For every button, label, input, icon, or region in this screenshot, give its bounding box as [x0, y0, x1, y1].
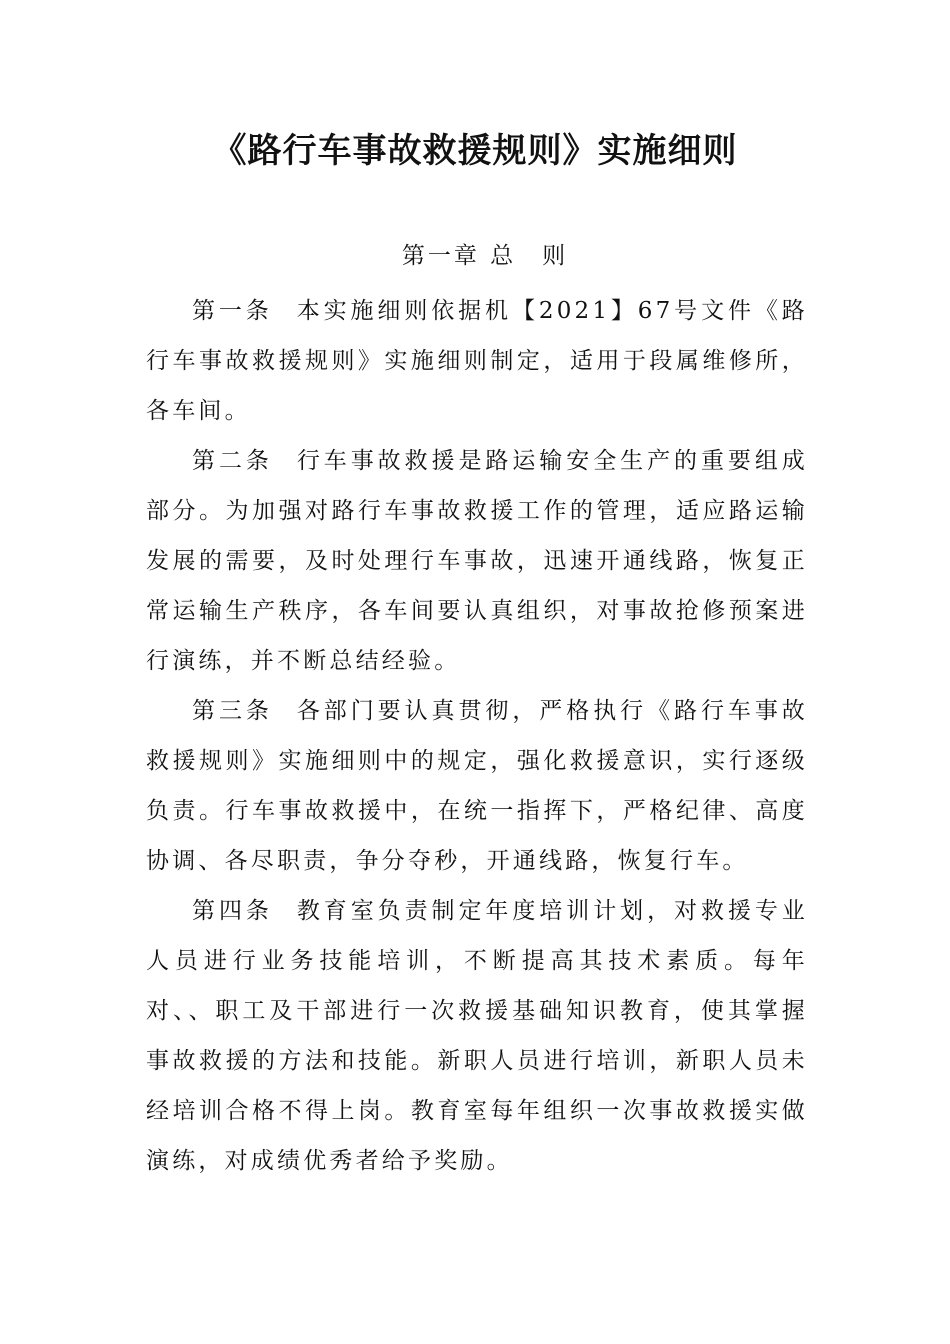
- article-number: 第一条: [192, 298, 273, 324]
- chapter-heading: 第一章 总 则: [401, 243, 569, 269]
- article-number: 第二条: [192, 448, 273, 474]
- document-title: 《路行车事故救援规则》实施细则: [212, 131, 738, 171]
- article-number: 第三条: [192, 698, 273, 724]
- article-text: 本实施细则依据机【2021】67号文件《路行车事故救援规则》实施细则制定，适用于段属维修所，各车间。: [146, 298, 808, 424]
- article-text: 各部门要认真贯彻，严格执行《路行车事故救援规则》实施细则中的规定，强化救援意识，实行逐级负责。行车事故救援中，在统一指挥下，严格纪律、高度协调、各尽职责，争分夺秒，开通线路，恢复行车。: [146, 698, 808, 874]
- article-2: [146, 436, 808, 686]
- article-text: 行车事故救援是路运输安全生产的重要组成部分。为加强对路行车事故救援工作的管理，适应路运输发展的需要，及时处理行车事故，迅速开通线路，恢复正常运输生产秩序，各车间要认真组织，对事故抢修预案进行演练，并不断总结经验。: [146, 448, 808, 674]
- article-text: 教育室负责制定年度培训计划，对救援专业人员进行业务技能培训，不断提高其技术素质。每年对、、职工及干部进行一次救援基础知识教育，使其掌握事故救援的方法和技能。新职人员进行培训，新职人员未经培训合格不得上岗。教育室每年组织一次事故救援实做演练，对成绩优秀者给予奖励。: [146, 898, 808, 1174]
- article-1: [146, 286, 808, 436]
- document-body: [146, 286, 808, 1186]
- article-4: [146, 886, 808, 1186]
- article-number: 第四条: [192, 898, 273, 924]
- article-3: [146, 686, 808, 886]
